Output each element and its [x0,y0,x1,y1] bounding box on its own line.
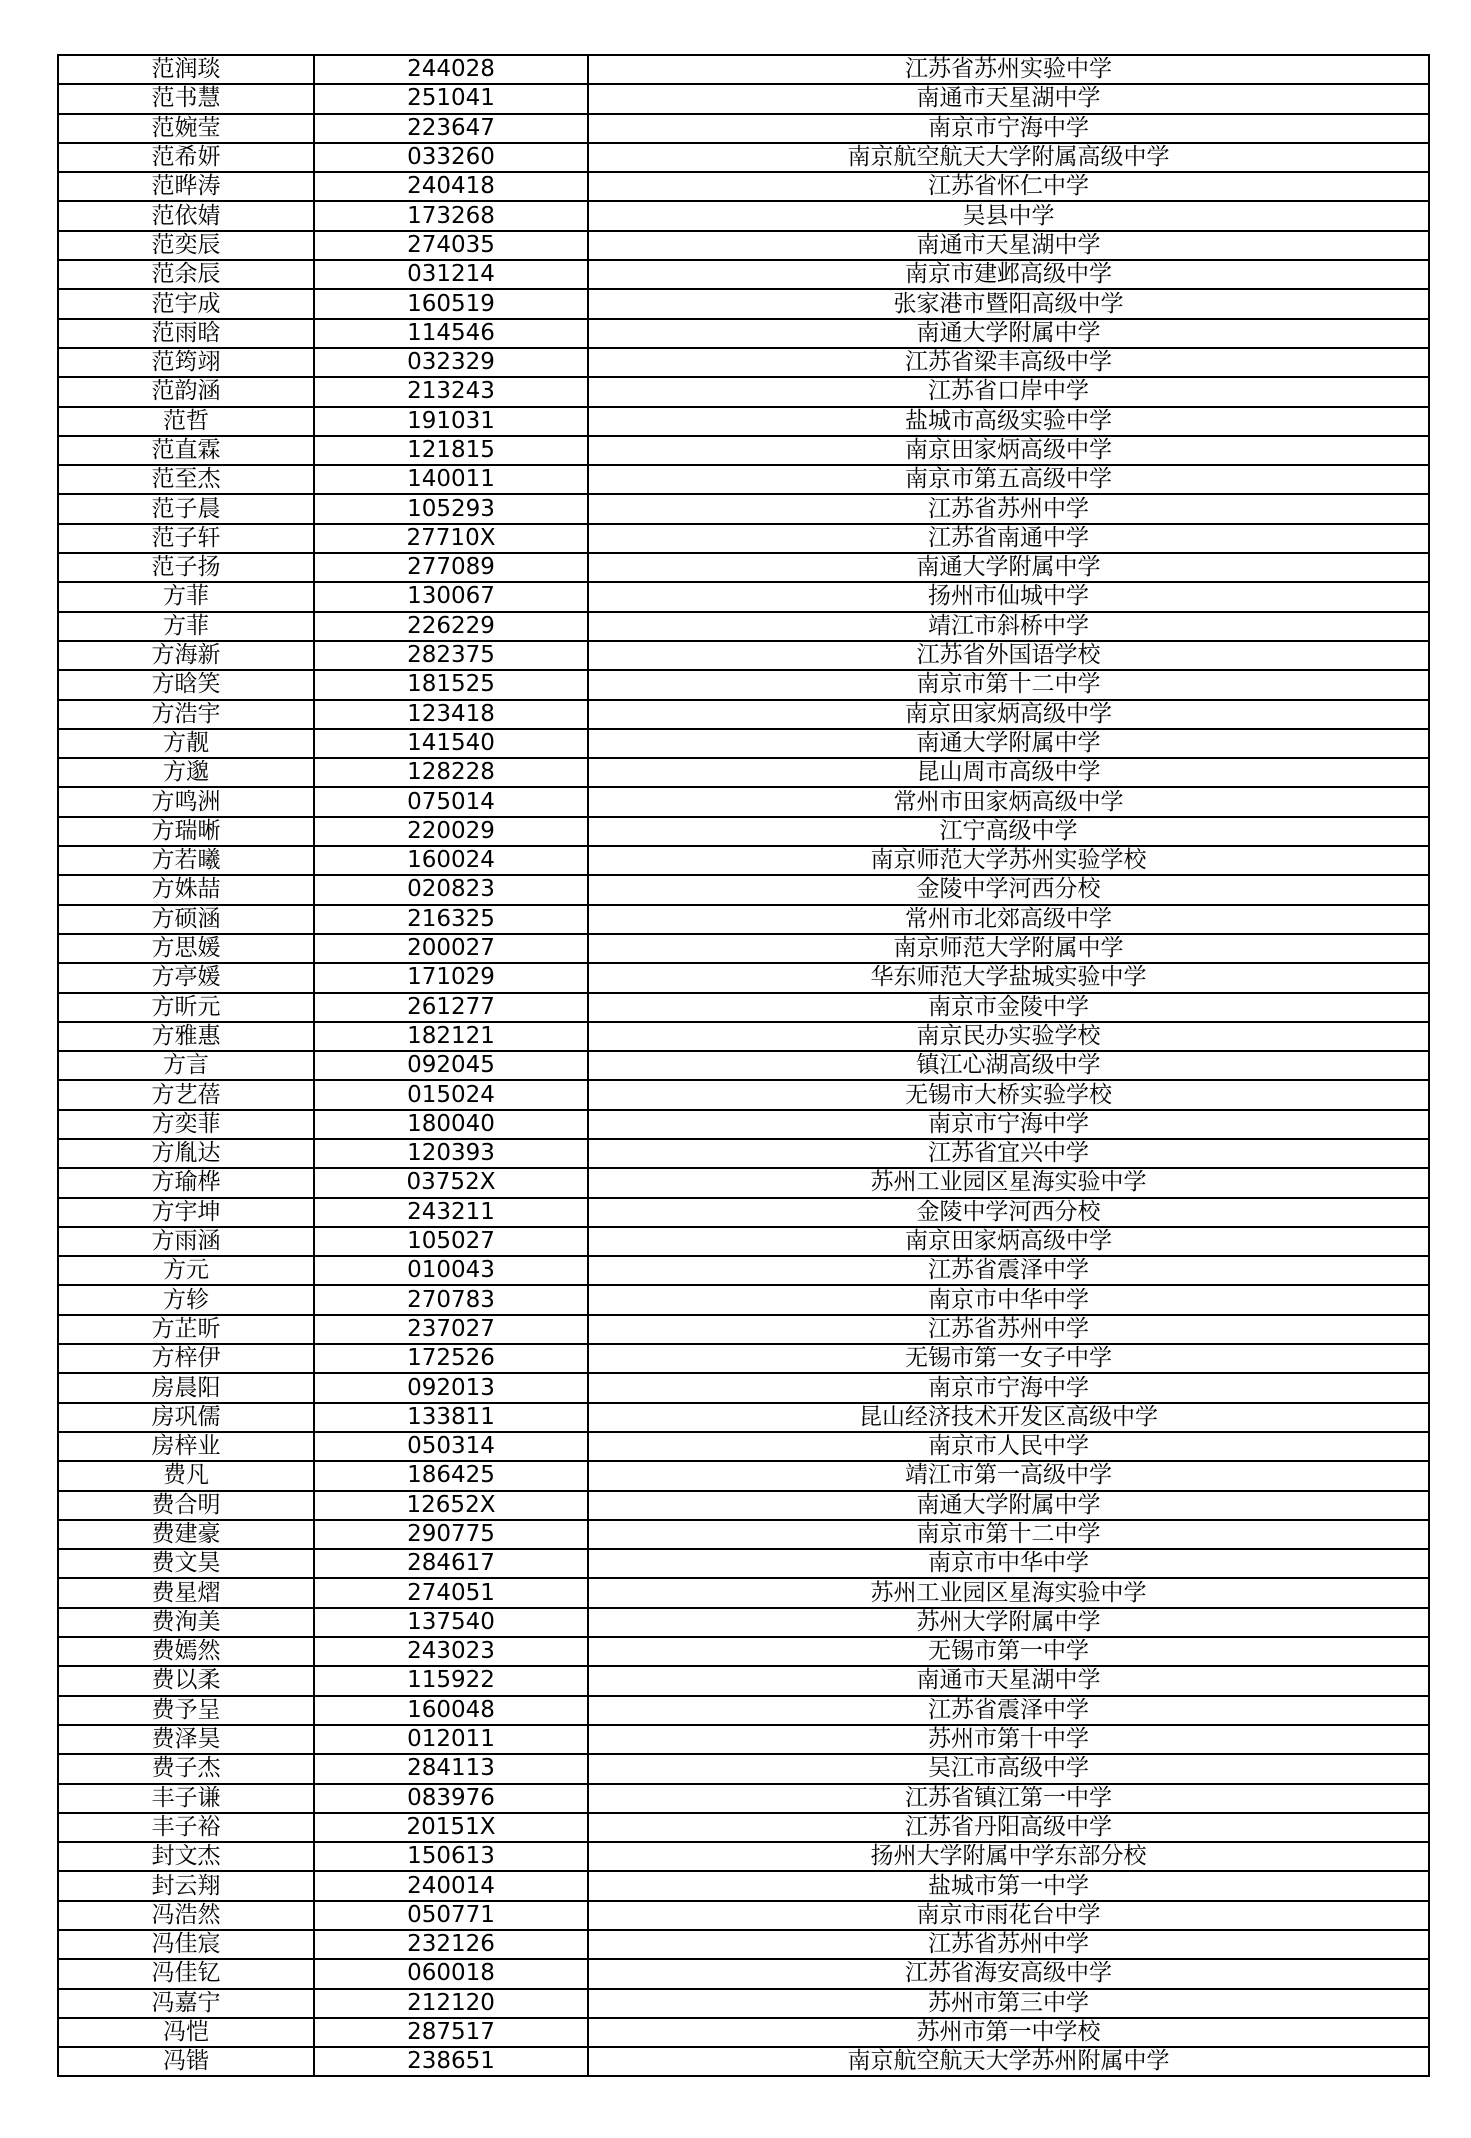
student-name-cell: 方姝喆 [58,875,314,904]
school-name-cell: 南通大学附属中学 [588,319,1429,348]
student-name-cell: 丰子裕 [58,1813,314,1842]
student-name-cell: 方海新 [58,641,314,670]
school-name-cell: 江苏省梁丰高级中学 [588,348,1429,377]
table-row [58,231,1429,260]
student-name-cell: 费洵美 [58,1608,314,1637]
school-name-cell: 南京市建邺高级中学 [588,260,1429,289]
table-row [58,729,1429,758]
school-name-cell: 南京市第五高级中学 [588,465,1429,494]
table-row [58,1256,1429,1285]
student-name-cell: 方昕元 [58,993,314,1022]
student-id-cell: 160024 [314,846,588,875]
table-row [58,1578,1429,1607]
student-name-cell: 费子杰 [58,1754,314,1783]
school-name-cell: 金陵中学河西分校 [588,875,1429,904]
table-row [58,377,1429,406]
student-name-cell: 丰子谦 [58,1784,314,1813]
student-id-cell: 105027 [314,1227,588,1256]
school-name-cell: 张家港市暨阳高级中学 [588,289,1429,318]
table-row [58,1696,1429,1725]
student-name-cell: 范直霖 [58,436,314,465]
student-name-cell: 房晨阳 [58,1373,314,1402]
school-name-cell: 靖江市斜桥中学 [588,612,1429,641]
school-name-cell: 南京田家炳高级中学 [588,1227,1429,1256]
school-name-cell: 盐城市第一中学 [588,1871,1429,1900]
school-name-cell: 江苏省镇江第一中学 [588,1784,1429,1813]
school-name-cell: 昆山周市高级中学 [588,758,1429,787]
student-name-cell: 方梓伊 [58,1344,314,1373]
student-name-cell: 费星熠 [58,1578,314,1607]
table-row [58,348,1429,377]
table-row [58,641,1429,670]
table-row [58,260,1429,289]
table-row [58,55,1429,84]
student-name-cell: 封文杰 [58,1842,314,1871]
school-name-cell: 南京市第十二中学 [588,670,1429,699]
student-id-cell: 277089 [314,553,588,582]
student-id-cell: 237027 [314,1315,588,1344]
table-row [58,875,1429,904]
table-row [58,143,1429,172]
student-id-cell: 123418 [314,700,588,729]
school-name-cell: 南京市中华中学 [588,1549,1429,1578]
table-row [58,1549,1429,1578]
school-name-cell: 南京田家炳高级中学 [588,700,1429,729]
student-name-cell: 方元 [58,1256,314,1285]
student-id-cell: 180040 [314,1110,588,1139]
school-name-cell: 江苏省苏州中学 [588,1315,1429,1344]
school-name-cell: 吴县中学 [588,201,1429,230]
table-row [58,2018,1429,2047]
student-name-cell: 方芷昕 [58,1315,314,1344]
school-name-cell: 无锡市第一中学 [588,1637,1429,1666]
student-name-cell: 房巩儒 [58,1403,314,1432]
student-id-cell: 160048 [314,1696,588,1725]
student-name-cell: 方雅惠 [58,1022,314,1051]
table-row [58,1227,1429,1256]
table-row [58,1022,1429,1051]
student-name-cell: 冯佳宸 [58,1930,314,1959]
student-id-cell: 03752X [314,1168,588,1197]
student-list-sheet [57,54,1422,2086]
student-name-cell: 范晔涛 [58,172,314,201]
student-id-cell: 186425 [314,1461,588,1490]
table-row [58,787,1429,816]
school-name-cell: 南通大学附属中学 [588,1491,1429,1520]
student-name-cell: 方胤达 [58,1139,314,1168]
student-name-cell: 范子晨 [58,494,314,523]
school-name-cell: 苏州大学附属中学 [588,1608,1429,1637]
school-name-cell: 江苏省苏州中学 [588,1930,1429,1959]
student-name-cell: 范婉莹 [58,114,314,143]
student-id-cell: 220029 [314,817,588,846]
student-id-cell: 12652X [314,1491,588,1520]
student-name-cell: 范哲 [58,407,314,436]
student-id-cell: 172526 [314,1344,588,1373]
student-name-cell: 方宇坤 [58,1198,314,1227]
student-id-cell: 243211 [314,1198,588,1227]
student-name-cell: 冯恺 [58,2018,314,2047]
table-row [58,1871,1429,1900]
table-row [58,201,1429,230]
student-id-cell: 213243 [314,377,588,406]
student-id-cell: 282375 [314,641,588,670]
student-id-cell: 092013 [314,1373,588,1402]
table-row [58,1813,1429,1842]
student-name-cell: 方雨涵 [58,1227,314,1256]
student-id-cell: 105293 [314,494,588,523]
school-name-cell: 南通大学附属中学 [588,729,1429,758]
student-name-cell: 范至杰 [58,465,314,494]
student-name-cell: 方言 [58,1051,314,1080]
table-row [58,1491,1429,1520]
school-name-cell: 南京师范大学附属中学 [588,934,1429,963]
student-id-cell: 160519 [314,289,588,318]
student-name-cell: 冯锴 [58,2047,314,2076]
student-id-cell: 27710X [314,524,588,553]
student-id-cell: 115922 [314,1666,588,1695]
table-row [58,993,1429,1022]
student-name-cell: 方浩宇 [58,700,314,729]
table-row [58,1784,1429,1813]
table-row [58,1930,1429,1959]
student-name-cell: 费合明 [58,1491,314,1520]
student-table [57,54,1430,2077]
student-name-cell: 范子扬 [58,553,314,582]
student-name-cell: 封云翔 [58,1871,314,1900]
student-name-cell: 费泽昊 [58,1725,314,1754]
school-name-cell: 江苏省苏州实验中学 [588,55,1429,84]
student-name-cell: 费以柔 [58,1666,314,1695]
school-name-cell: 江苏省海安高级中学 [588,1959,1429,1988]
student-name-cell: 方若曦 [58,846,314,875]
table-row [58,846,1429,875]
school-name-cell: 南通大学附属中学 [588,553,1429,582]
table-row [58,1901,1429,1930]
student-name-cell: 方靓 [58,729,314,758]
student-id-cell: 290775 [314,1520,588,1549]
student-id-cell: 060018 [314,1959,588,1988]
student-id-cell: 216325 [314,905,588,934]
student-name-cell: 方思媛 [58,934,314,963]
student-id-cell: 287517 [314,2018,588,2047]
student-id-cell: 200027 [314,934,588,963]
table-row [58,1139,1429,1168]
table-row [58,1754,1429,1783]
table-row [58,84,1429,113]
student-name-cell: 范筠翊 [58,348,314,377]
student-name-cell: 方奕菲 [58,1110,314,1139]
table-row [58,582,1429,611]
student-name-cell: 费予呈 [58,1696,314,1725]
table-row [58,1432,1429,1461]
table-row [58,1051,1429,1080]
student-name-cell: 费嫣然 [58,1637,314,1666]
student-name-cell: 方鸣洲 [58,787,314,816]
student-name-cell: 费凡 [58,1461,314,1490]
student-id-cell: 171029 [314,963,588,992]
student-id-cell: 244028 [314,55,588,84]
student-id-cell: 191031 [314,407,588,436]
student-id-cell: 050314 [314,1432,588,1461]
student-name-cell: 方亭媛 [58,963,314,992]
school-name-cell: 南京市中华中学 [588,1285,1429,1314]
student-name-cell: 费文昊 [58,1549,314,1578]
student-id-cell: 141540 [314,729,588,758]
student-id-cell: 133811 [314,1403,588,1432]
school-name-cell: 扬州市仙城中学 [588,582,1429,611]
school-name-cell: 南通市天星湖中学 [588,1666,1429,1695]
table-row [58,407,1429,436]
school-name-cell: 南京田家炳高级中学 [588,436,1429,465]
school-name-cell: 江苏省口岸中学 [588,377,1429,406]
table-row [58,1461,1429,1490]
student-id-cell: 083976 [314,1784,588,1813]
school-name-cell: 南京市宁海中学 [588,1373,1429,1402]
school-name-cell: 江苏省南通中学 [588,524,1429,553]
table-row [58,1725,1429,1754]
school-name-cell: 南京市人民中学 [588,1432,1429,1461]
table-row [58,553,1429,582]
table-row [58,1168,1429,1197]
table-row [58,1403,1429,1432]
school-name-cell: 苏州市第十中学 [588,1725,1429,1754]
table-row [58,1198,1429,1227]
student-id-cell: 050771 [314,1901,588,1930]
school-name-cell: 南京市雨花台中学 [588,1901,1429,1930]
school-name-cell: 扬州大学附属中学东部分校 [588,1842,1429,1871]
table-row [58,465,1429,494]
school-name-cell: 苏州工业园区星海实验中学 [588,1578,1429,1607]
table-row [58,1285,1429,1314]
school-name-cell: 江苏省苏州中学 [588,494,1429,523]
student-id-cell: 251041 [314,84,588,113]
student-id-cell: 033260 [314,143,588,172]
student-name-cell: 范书慧 [58,84,314,113]
table-row [58,1637,1429,1666]
student-id-cell: 075014 [314,787,588,816]
school-name-cell: 江苏省宜兴中学 [588,1139,1429,1168]
student-id-cell: 226229 [314,612,588,641]
student-name-cell: 范雨晗 [58,319,314,348]
school-name-cell: 南京市第十二中学 [588,1520,1429,1549]
school-name-cell: 江苏省怀仁中学 [588,172,1429,201]
school-name-cell: 南京民办实验学校 [588,1022,1429,1051]
school-name-cell: 吴江市高级中学 [588,1754,1429,1783]
student-name-cell: 方菲 [58,582,314,611]
student-id-cell: 20151X [314,1813,588,1842]
school-name-cell: 江苏省外国语学校 [588,641,1429,670]
table-row [58,1842,1429,1871]
school-name-cell: 苏州工业园区星海实验中学 [588,1168,1429,1197]
table-row [58,670,1429,699]
student-id-cell: 010043 [314,1256,588,1285]
student-id-cell: 284113 [314,1754,588,1783]
student-id-cell: 274035 [314,231,588,260]
student-id-cell: 243023 [314,1637,588,1666]
student-name-cell: 范余辰 [58,260,314,289]
school-name-cell: 金陵中学河西分校 [588,1198,1429,1227]
table-row [58,1110,1429,1139]
student-id-cell: 238651 [314,2047,588,2076]
table-row [58,1989,1429,2018]
student-name-cell: 范宇成 [58,289,314,318]
table-row [58,963,1429,992]
student-id-cell: 232126 [314,1930,588,1959]
student-id-cell: 128228 [314,758,588,787]
school-name-cell: 盐城市高级实验中学 [588,407,1429,436]
student-id-cell: 137540 [314,1608,588,1637]
school-name-cell: 南京市宁海中学 [588,1110,1429,1139]
table-row [58,319,1429,348]
school-name-cell: 南京师范大学苏州实验学校 [588,846,1429,875]
table-row [58,700,1429,729]
student-id-cell: 284617 [314,1549,588,1578]
table-row [58,1080,1429,1109]
table-row [58,172,1429,201]
table-row [58,289,1429,318]
school-name-cell: 江苏省丹阳高级中学 [588,1813,1429,1842]
student-id-cell: 114546 [314,319,588,348]
student-id-cell: 140011 [314,465,588,494]
school-name-cell: 南京市金陵中学 [588,993,1429,1022]
student-name-cell: 范奕辰 [58,231,314,260]
table-row [58,1344,1429,1373]
school-name-cell: 常州市北郊高级中学 [588,905,1429,934]
table-row [58,934,1429,963]
student-name-cell: 冯佳钇 [58,1959,314,1988]
table-row [58,1315,1429,1344]
student-name-cell: 方瑜桦 [58,1168,314,1197]
student-name-cell: 冯嘉宁 [58,1989,314,2018]
student-name-cell: 费建豪 [58,1520,314,1549]
school-name-cell: 常州市田家炳高级中学 [588,787,1429,816]
student-id-cell: 240418 [314,172,588,201]
student-id-cell: 212120 [314,1989,588,2018]
table-row [58,1666,1429,1695]
table-row [58,905,1429,934]
table-row [58,1520,1429,1549]
student-name-cell: 方轸 [58,1285,314,1314]
school-name-cell: 南京航空航天大学附属高级中学 [588,143,1429,172]
student-id-cell: 182121 [314,1022,588,1051]
student-name-cell: 范子轩 [58,524,314,553]
student-id-cell: 130067 [314,582,588,611]
student-name-cell: 方硕涵 [58,905,314,934]
student-id-cell: 261277 [314,993,588,1022]
school-name-cell: 南通市天星湖中学 [588,231,1429,260]
student-id-cell: 012011 [314,1725,588,1754]
table-row [58,612,1429,641]
school-name-cell: 南京航空航天大学苏州附属中学 [588,2047,1429,2076]
school-name-cell: 南京市宁海中学 [588,114,1429,143]
student-name-cell: 范希妍 [58,143,314,172]
student-name-cell: 范润琰 [58,55,314,84]
student-name-cell: 方邈 [58,758,314,787]
school-name-cell: 无锡市大桥实验学校 [588,1080,1429,1109]
table-row [58,524,1429,553]
table-row [58,758,1429,787]
student-name-cell: 方晗笑 [58,670,314,699]
student-id-cell: 150613 [314,1842,588,1871]
student-id-cell: 181525 [314,670,588,699]
school-name-cell: 江宁高级中学 [588,817,1429,846]
student-name-cell: 方瑞晰 [58,817,314,846]
student-id-cell: 120393 [314,1139,588,1168]
student-name-cell: 方菲 [58,612,314,641]
student-id-cell: 274051 [314,1578,588,1607]
table-row [58,1608,1429,1637]
student-id-cell: 031214 [314,260,588,289]
school-name-cell: 南通市天星湖中学 [588,84,1429,113]
school-name-cell: 镇江心湖高级中学 [588,1051,1429,1080]
student-name-cell: 范依婧 [58,201,314,230]
school-name-cell: 江苏省震泽中学 [588,1256,1429,1285]
table-row [58,494,1429,523]
school-name-cell: 无锡市第一女子中学 [588,1344,1429,1373]
school-name-cell: 华东师范大学盐城实验中学 [588,963,1429,992]
student-id-cell: 173268 [314,201,588,230]
table-row [58,114,1429,143]
table-row [58,436,1429,465]
student-name-cell: 范韵涵 [58,377,314,406]
student-id-cell: 032329 [314,348,588,377]
school-name-cell: 江苏省震泽中学 [588,1696,1429,1725]
school-name-cell: 靖江市第一高级中学 [588,1461,1429,1490]
school-name-cell: 苏州市第三中学 [588,1989,1429,2018]
table-row [58,2047,1429,2076]
school-name-cell: 苏州市第一中学校 [588,2018,1429,2047]
student-id-cell: 020823 [314,875,588,904]
school-name-cell: 昆山经济技术开发区高级中学 [588,1403,1429,1432]
table-row [58,817,1429,846]
student-name-cell: 房梓业 [58,1432,314,1461]
student-table-body [58,55,1429,2076]
student-id-cell: 223647 [314,114,588,143]
student-name-cell: 冯浩然 [58,1901,314,1930]
student-name-cell: 方艺蓓 [58,1080,314,1109]
student-id-cell: 121815 [314,436,588,465]
table-row [58,1373,1429,1402]
table-row [58,1959,1429,1988]
student-id-cell: 092045 [314,1051,588,1080]
student-id-cell: 270783 [314,1285,588,1314]
student-id-cell: 015024 [314,1080,588,1109]
student-id-cell: 240014 [314,1871,588,1900]
